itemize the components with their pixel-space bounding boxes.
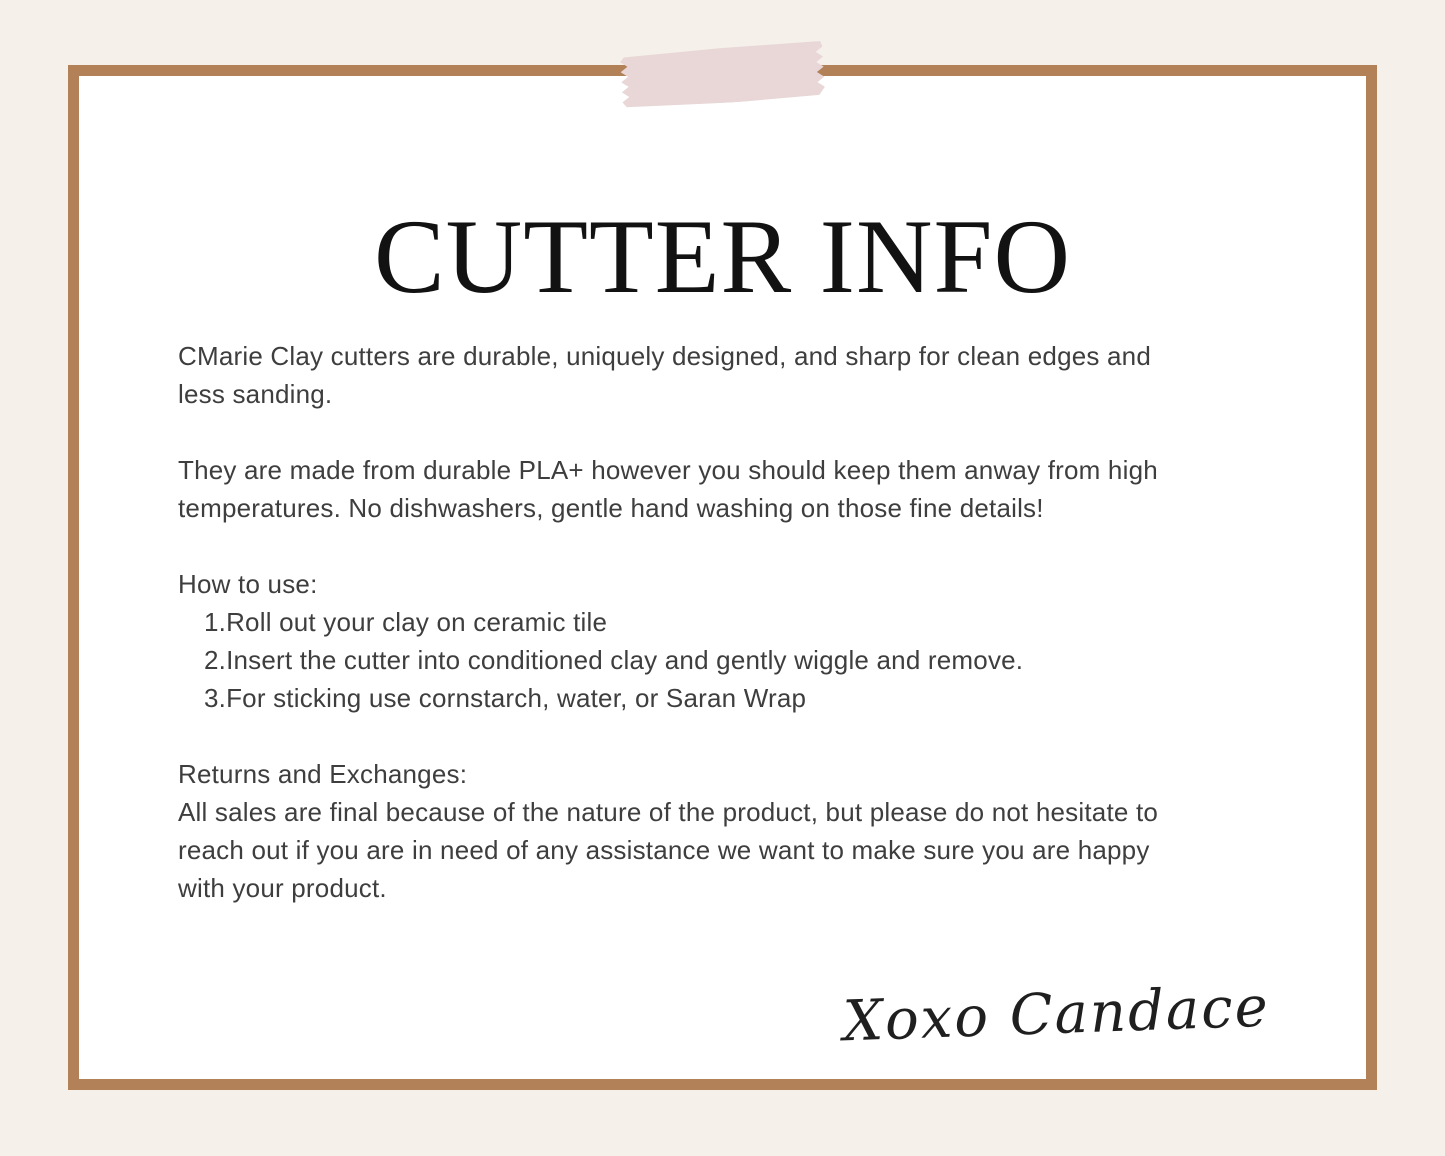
body-line: temperatures. No dishwashers, gentle hand washing on those fine details! (178, 493, 1044, 523)
body-line: Returns and Exchanges: (178, 759, 468, 789)
body-text (79, 337, 1366, 907)
list-item-line: 3.For sticking use cornstarch, water, or Saran Wrap (204, 683, 807, 713)
body-line: They are made from durable PLA+ however you should keep them anway from high (178, 455, 1158, 485)
body-line: with your product. (178, 873, 387, 903)
body-line: All sales are final because of the nature of the product, but please do not hesitate to (178, 797, 1159, 827)
body-line: How to use: (178, 569, 318, 599)
signature: Xoxo Candace (842, 974, 1272, 1055)
paragraph (178, 451, 1366, 527)
paragraph (178, 565, 1366, 717)
paragraph (178, 337, 1366, 413)
body-line: reach out if you are in need of any assistance we want to make sure you are happy (178, 835, 1150, 865)
card-content (79, 76, 1366, 1079)
list-item-line: 1.Roll out your clay on ceramic tile (204, 607, 608, 637)
body-line: less sanding. (178, 379, 333, 409)
paragraph (178, 755, 1366, 907)
body-line: CMarie Clay cutters are durable, uniquely designed, and sharp for clean edges and (178, 341, 1151, 371)
page-title: CUTTER INFO (373, 198, 1072, 315)
list-item-line: 2.Insert the cutter into conditioned clay and gently wiggle and remove. (204, 645, 1024, 675)
